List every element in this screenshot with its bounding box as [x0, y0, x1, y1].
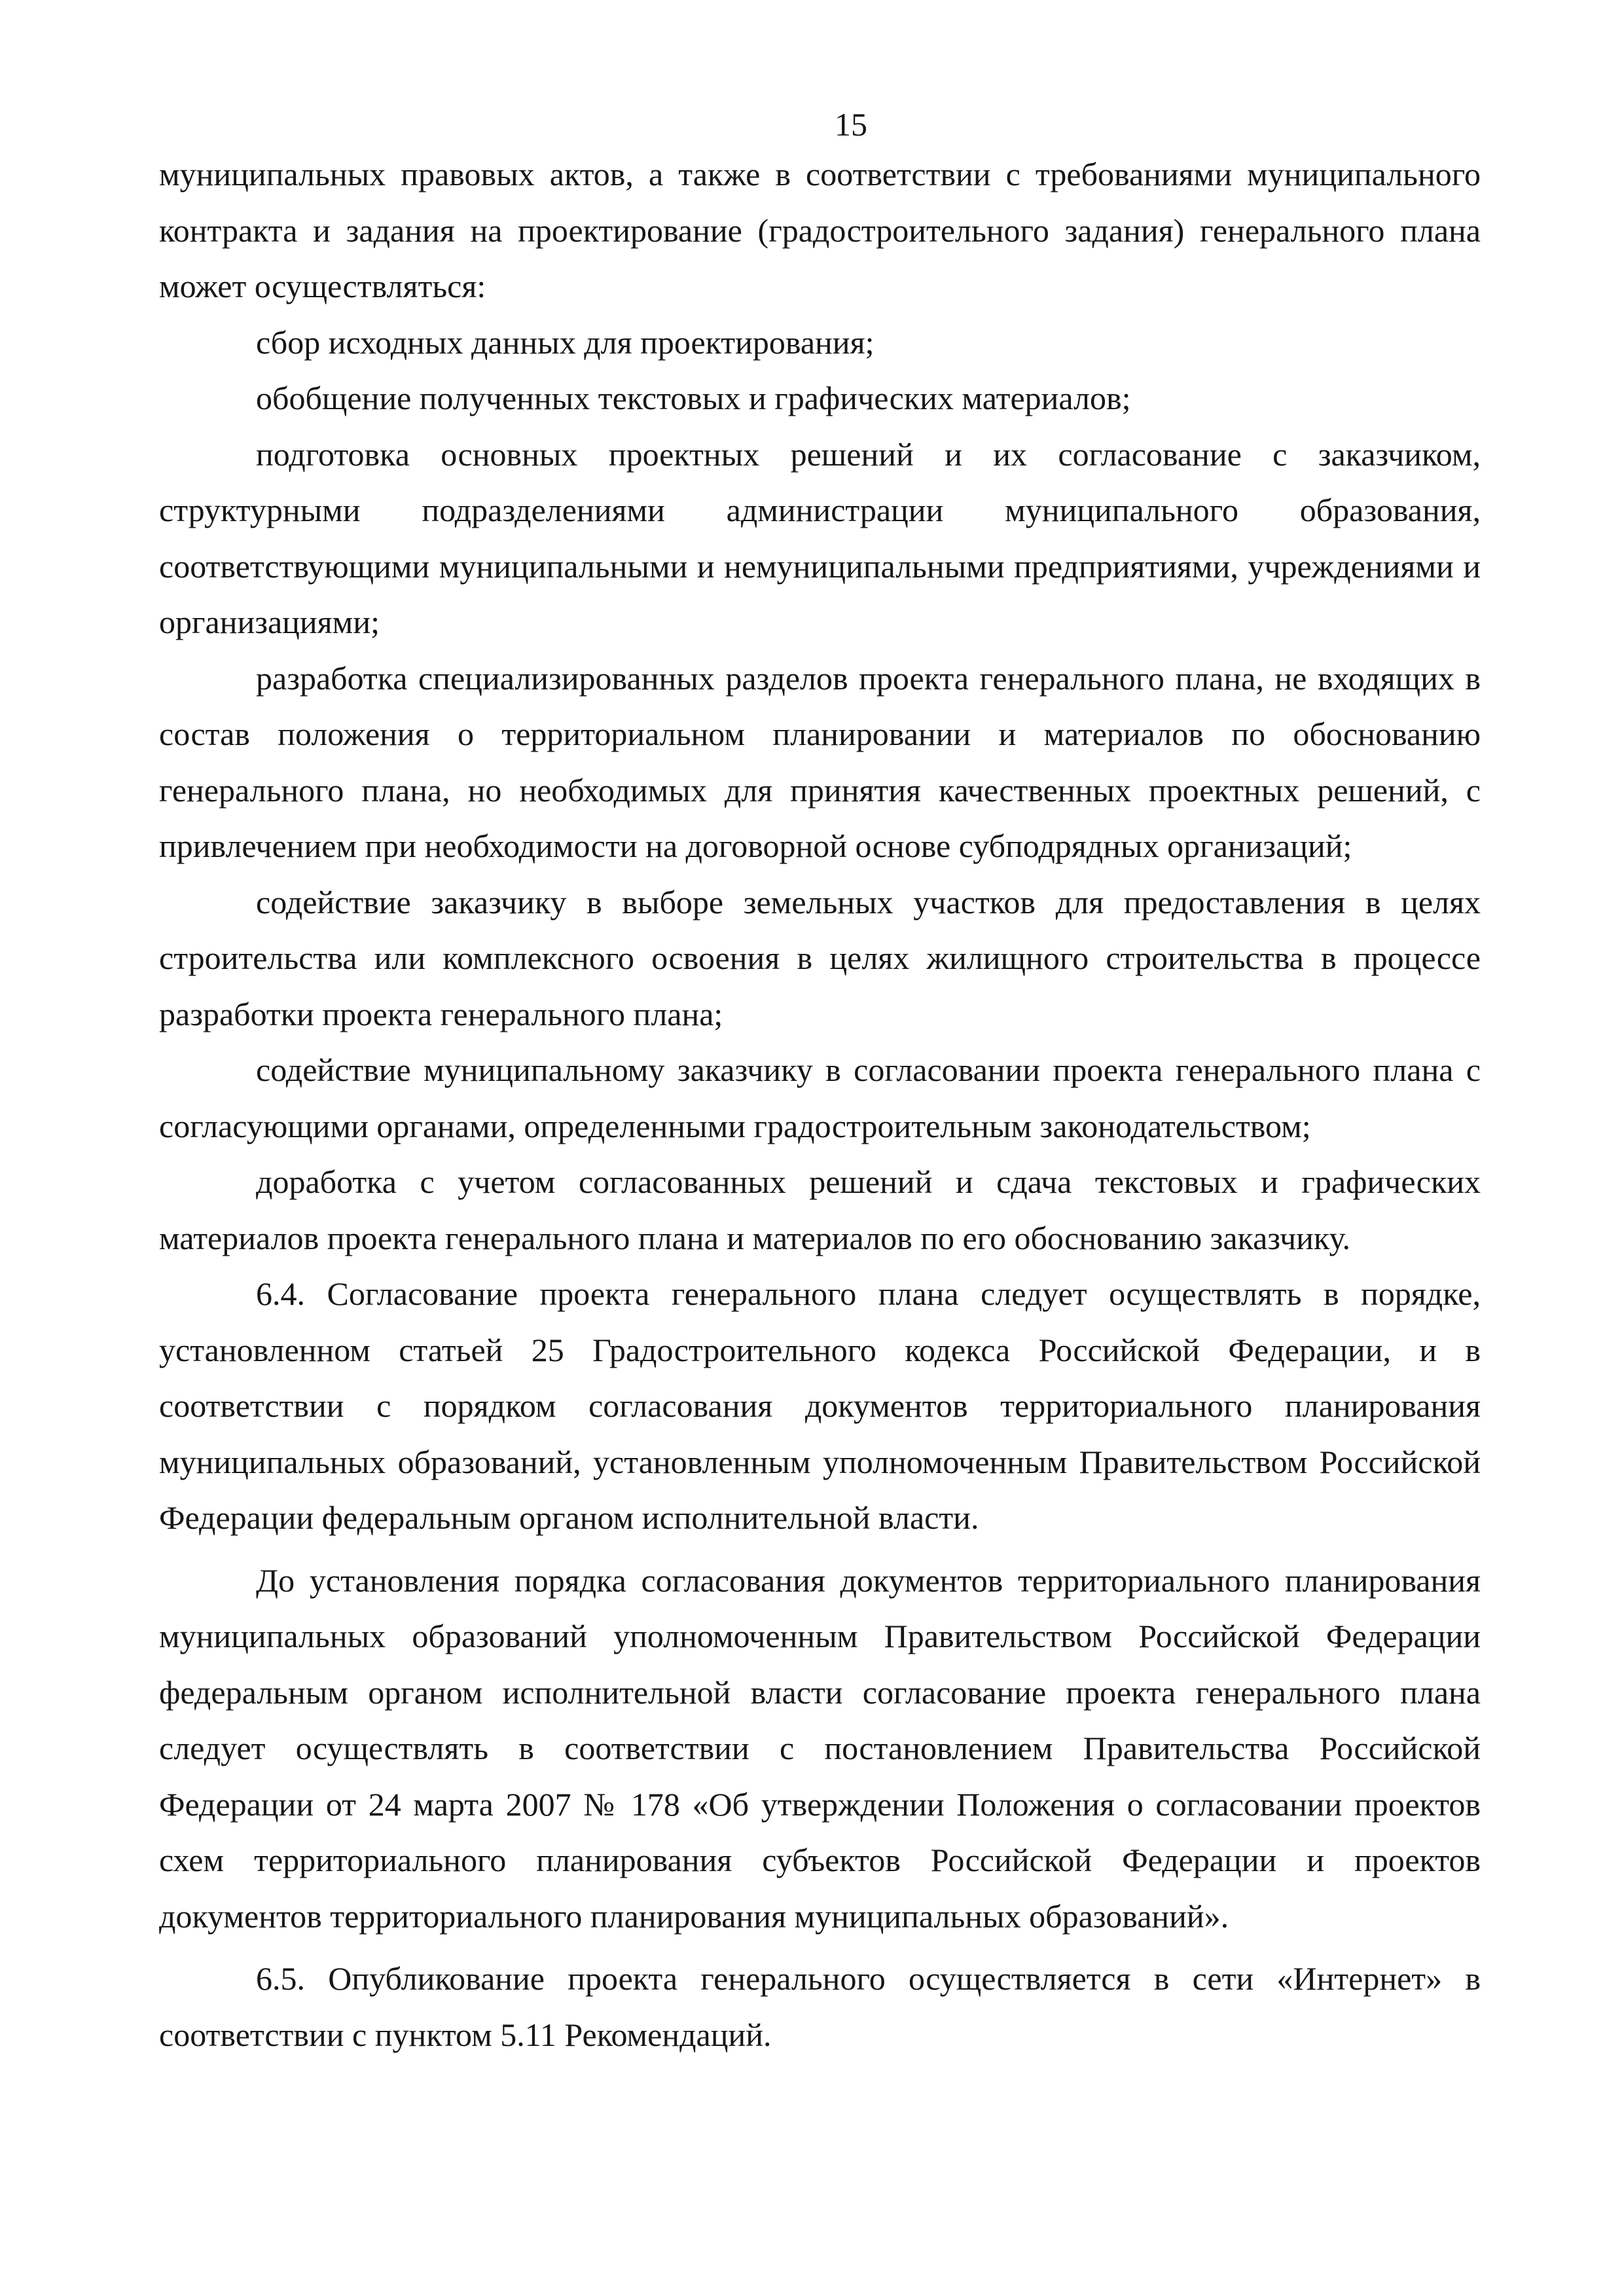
page-body: [159, 147, 1481, 2063]
list-item-land-selection: содействие заказчику в выборе земельных участков для предоставления в целях строительства или комплексного освоения в целях жилищного строительства в процессе разработки проекта генерального плана;: [159, 883, 1481, 1032]
paragraph-until-procedure: До установления порядка согласования документов территориального планирования муниципальных образований уполномоченным Правительством Российской Федерации федеральным органом исполнительной власти согласование проекта генерального плана следует осуществлять в соответствии с постановлением Правительства Российской Федерации от 24 марта 2007 № 178 «Об утверждении Положения о согласовании проектов схем территориального планирования субъектов Российской Федерации и проектов документов территориального планирования муниципальных образований».: [159, 1561, 1481, 1935]
list-item-data-collection: сбор исходных данных для проектирования;: [256, 323, 875, 361]
clause-6-5: 6.5. Опубликование проекта генерального осуществляется в сети «Интернет» в соответствии с пунктом 5.11 Рекомендаций.: [159, 1960, 1481, 2053]
list-item-materials-summary: обобщение полученных текстовых и графических материалов;: [256, 380, 1131, 416]
list-item-design-decisions: подготовка основных проектных решений и их согласование с заказчиком, структурными подразделениями администрации муниципального образования, соответствующими муниципальными и немуниципальными предприятиями, учреждениями и организациями;: [159, 435, 1481, 640]
list-item-approval-assistance: содействие муниципальному заказчику в согласовании проекта генерального плана с согласующими органами, определенными градостроительным законодательством;: [159, 1051, 1481, 1144]
list-item-specialized-sections: разработка специализированных разделов проекта генерального плана, не входящих в состав положения о территориальном планировании и материалов по обоснованию генерального плана, но необходимых для принятия качественных проектных решений, с привлечением при необходимости на договорной основе субподрядных организаций;: [159, 659, 1481, 864]
clause-6-4: 6.4. Согласование проекта генерального плана следует осуществлять в порядке, установленном статьей 25 Градостроительного кодекса Российской Федерации, и в соответствии с порядком согласования документов территориального планирования муниципальных образований, установленным уполномоченным Правительством Российской Федерации федеральным органом исполнительной власти.: [159, 1275, 1481, 1536]
list-item-finalization: доработка с учетом согласованных решений и сдача текстовых и графических материалов проекта генерального плана и материалов по его обоснованию заказчику.: [159, 1163, 1481, 1256]
paragraph-continuation: муниципальных правовых актов, а также в соответствии с требованиями муниципального контракта и задания на проектирование (градостроительного задания) генерального плана может осуществляться:: [159, 156, 1481, 304]
page-number: 15: [835, 106, 867, 143]
